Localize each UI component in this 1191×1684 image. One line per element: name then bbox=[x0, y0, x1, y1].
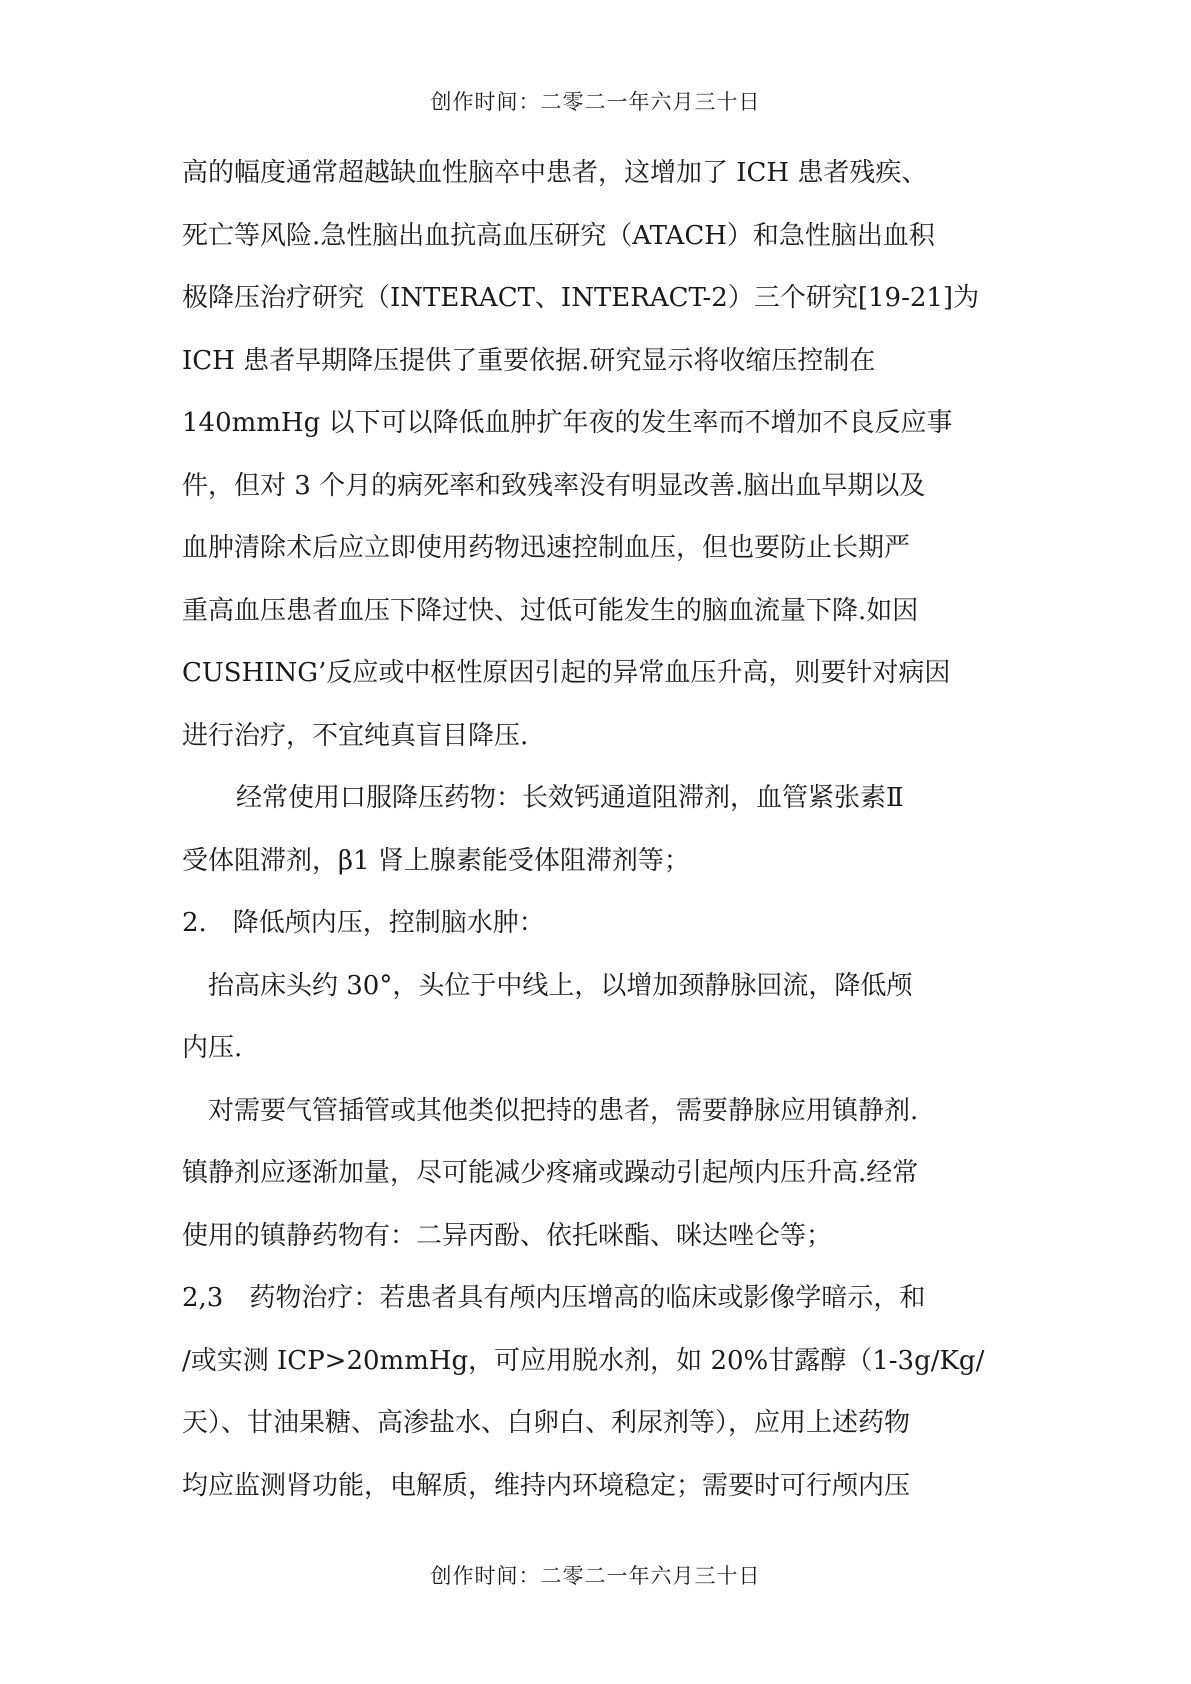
text-line: CUSHING’反应或中枢性原因引起的异常血压升高，则要针对病因 bbox=[182, 658, 951, 688]
text-line: 镇静剂应逐渐加量，尽可能减少疼痛或躁动引起颅内压升高.经常 bbox=[182, 1158, 919, 1188]
text-line: 天）、甘油果糖、高渗盐水、白卵白、利尿剂等），应用上述药物 bbox=[182, 1408, 911, 1438]
text-line: 使用的镇静药物有：二异丙酚、依托咪酯、咪达唑仑等； bbox=[182, 1220, 833, 1251]
text-line: 件，但对 3 个月的病死率和致残率没有明显改善.脑出血早期以及 bbox=[182, 470, 926, 501]
section-heading: 2. 降低颅内压，控制脑水肿： bbox=[182, 908, 545, 938]
paragraph-first-line: 对需要气管插管或其他类似把持的患者，需要静脉应用镇静剂. bbox=[208, 1095, 919, 1126]
text-line: 内压. bbox=[182, 1033, 243, 1063]
page-header: 创作时间：二零二一年六月三十日 bbox=[430, 90, 761, 114]
section-heading: 2,3 药物治疗：若患者具有颅内压增高的临床或影像学暗示，和 bbox=[182, 1283, 926, 1313]
text-line: ICH 患者早期降压提供了重要依据.研究显示将收缩压控制在 bbox=[182, 345, 876, 376]
text-line: 进行治疗，不宜纯真盲目降压. bbox=[182, 720, 529, 751]
text-line: 高的幅度通常超越缺血性脑卒中患者，这增加了 ICH 患者残疾、 bbox=[182, 158, 928, 188]
body-text bbox=[182, 142, 1022, 1517]
text-line: /或实测 ICP>20mmHg，可应用脱水剂，如 20%甘露醇（1-3g/Kg/ bbox=[182, 1345, 985, 1376]
text-line: 血肿清除术后应立即使用药物迅速控制血压，但也要防止长期严 bbox=[182, 533, 911, 563]
text-line: 重高血压患者血压下降过快、过低可能发生的脑血流量下降.如因 bbox=[182, 595, 919, 626]
text-line: 受体阻滞剂，β1 肾上腺素能受体阻滞剂等； bbox=[182, 845, 690, 876]
text-line: 均应监测肾功能，电解质，维持内环境稳定；需要时可行颅内压 bbox=[182, 1470, 911, 1501]
paragraph-first-line: 抬高床头约 30°，头位于中线上，以增加颈静脉回流，降低颅 bbox=[208, 970, 913, 1001]
text-line: 极降压治疗研究（INTERACT、INTERACT-2）三个研究[19-21]为 bbox=[182, 283, 980, 313]
text-line: 140mmHg 以下可以降低血肿扩年夜的发生率而不增加不良反应事 bbox=[182, 408, 953, 438]
paragraph-first-line: 经常使用口服降压药物：长效钙通道阻滞剂，血管紧张素Ⅱ bbox=[236, 783, 904, 813]
text-line: 死亡等风险.急性脑出血抗高血压研究（ATACH）和急性脑出血积 bbox=[182, 220, 935, 251]
page-footer: 创作时间：二零二一年六月三十日 bbox=[430, 1564, 761, 1588]
